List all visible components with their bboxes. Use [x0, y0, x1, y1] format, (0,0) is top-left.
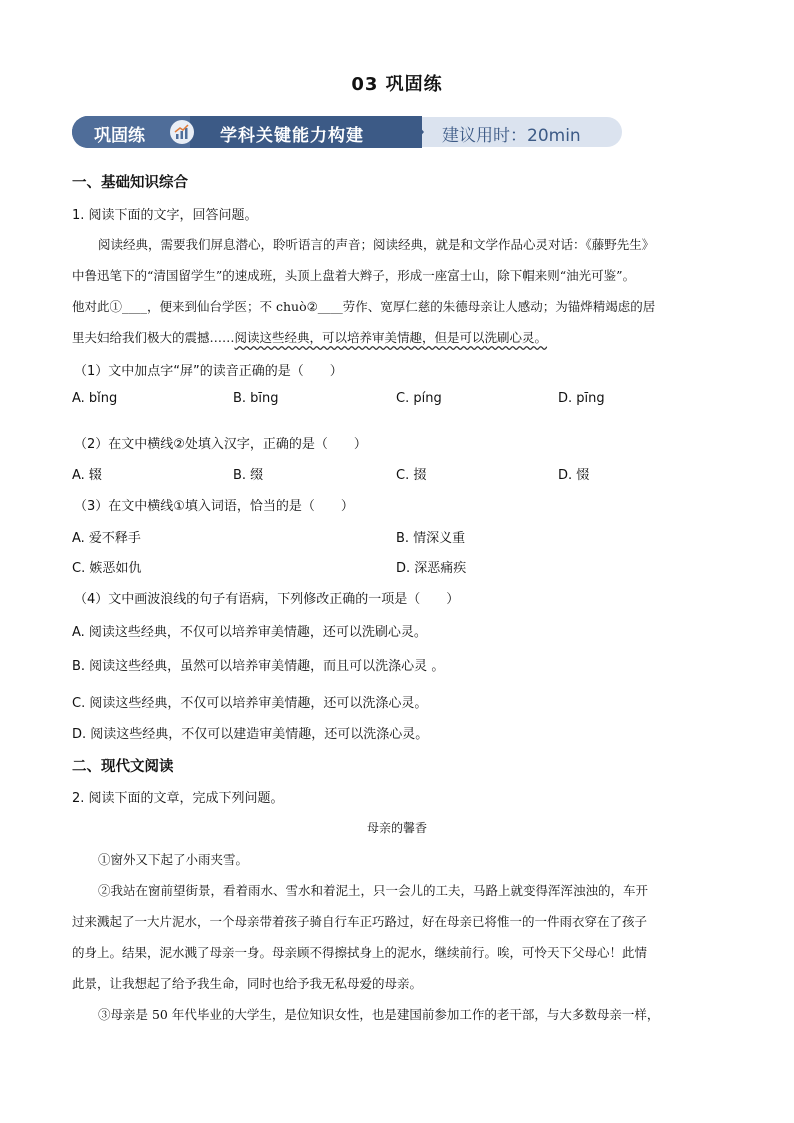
- section-heading-basic: 一、基础知识综合: [72, 175, 188, 191]
- option-c: C. 嫉恶如仇: [72, 561, 142, 576]
- passage-line: [72, 328, 547, 346]
- option-d: D. 惙: [558, 468, 590, 483]
- option-a: A. 爱不释手: [72, 531, 141, 546]
- banner-main-label: 学科关键能力构建: [220, 126, 364, 146]
- question-1-prompt: 1. 阅读下面的文字，回答问题。: [72, 208, 258, 223]
- banner-time-label: 建议用时：20min: [442, 126, 581, 146]
- passage-line: 中鲁迅笔下的“清国留学生”的速成班，头顶上盘着大辫子，形成一座富士山，除下帽来则“油光可鉴”。: [72, 268, 636, 283]
- page-title: 03 巩固练: [351, 74, 443, 95]
- article-paragraph: 过来溅起了一大片泥水，一个母亲带着孩子骑自行车正巧路过，好在母亲已将惟一的一件雨衣穿在了孩子: [72, 914, 648, 929]
- article-paragraph: ②我站在窗前望街景，看着雨水、雪水和着泥土，只一会儿的工夫，马路上就变得浑浑浊浊的，车开: [98, 883, 649, 898]
- section-heading-reading: 二、现代文阅读: [72, 759, 174, 775]
- option-a: A. 辍: [72, 468, 102, 483]
- question-2-prompt: 2. 阅读下面的文章，完成下列问题。: [72, 791, 284, 806]
- sub-question-3: （3）在文中横线①填入词语，恰当的是（ ）: [74, 499, 354, 514]
- sub-question-2: （2）在文中横线②处填入汉字，正确的是（ ）: [74, 437, 367, 452]
- option-d: D. 阅读这些经典，不仅可以建造审美情趣，还可以洗涤心灵。: [72, 727, 429, 742]
- option-d: D. 深恶痛疾: [396, 561, 467, 576]
- article-paragraph: ①窗外又下起了小雨夹雪。: [98, 852, 249, 867]
- option-a: A. 阅读这些经典，不仅可以培养审美情趣，还可以洗刷心灵。: [72, 625, 427, 640]
- option-b: B. 缀: [233, 468, 264, 483]
- article-paragraph: ③母亲是 50 年代毕业的大学生，是位知识女性，也是建国前参加工作的老干部，与大多数母亲一样，: [98, 1007, 660, 1022]
- option-c: C. píng: [396, 391, 442, 406]
- section-banner: [72, 116, 622, 148]
- option-b: B. 情深义重: [396, 531, 466, 546]
- sub-question-1: （1）文中加点字“屏”的读音正确的是（ ）: [74, 364, 343, 379]
- chart-growth-icon: [170, 120, 194, 144]
- passage-line: 他对此①____，便来到仙台学医；不 chuò②____劳作、宽厚仁慈的朱德母亲让人感动；为锚烨精竭虑的居: [72, 299, 656, 314]
- article-paragraph: 的身上。结果，泥水溅了母亲一身。母亲顾不得擦拭身上的泥水，继续前行。唉，可怜天下父母心！此情: [72, 945, 648, 960]
- sub-question-4: （4）文中画波浪线的句子有语病，下列修改正确的一项是（ ）: [74, 592, 460, 607]
- option-d: D. pīng: [558, 391, 605, 406]
- option-b: B. 阅读这些经典，虽然可以培养审美情趣，而且可以洗涤心灵 。: [72, 659, 445, 674]
- option-b: B. bīng: [233, 391, 279, 406]
- banner-left-label: 巩固练: [94, 126, 145, 146]
- option-c: C. 掇: [396, 468, 427, 483]
- article-paragraph: 此景，让我想起了给予我生命，同时也给予我无私母爱的母亲。: [72, 976, 423, 991]
- option-c: C. 阅读这些经典，不仅可以培养审美情趣，还可以洗涤心灵。: [72, 696, 428, 711]
- wavy-underlined-sentence: 阅读这些经典，可以培养审美情趣，但是可以洗刷心灵。: [234, 330, 548, 345]
- option-a: A. bǐng: [72, 391, 118, 406]
- article-title: 母亲的馨香: [366, 821, 427, 835]
- passage-line: 阅读经典，需要我们屏息潜心，聆听语言的声音；阅读经典，就是和文学作品心灵对话：《藤野先生》: [98, 237, 655, 252]
- banner-arrow: [410, 116, 424, 148]
- passage-text: 里夫妇给我们极大的震撼……: [72, 330, 235, 345]
